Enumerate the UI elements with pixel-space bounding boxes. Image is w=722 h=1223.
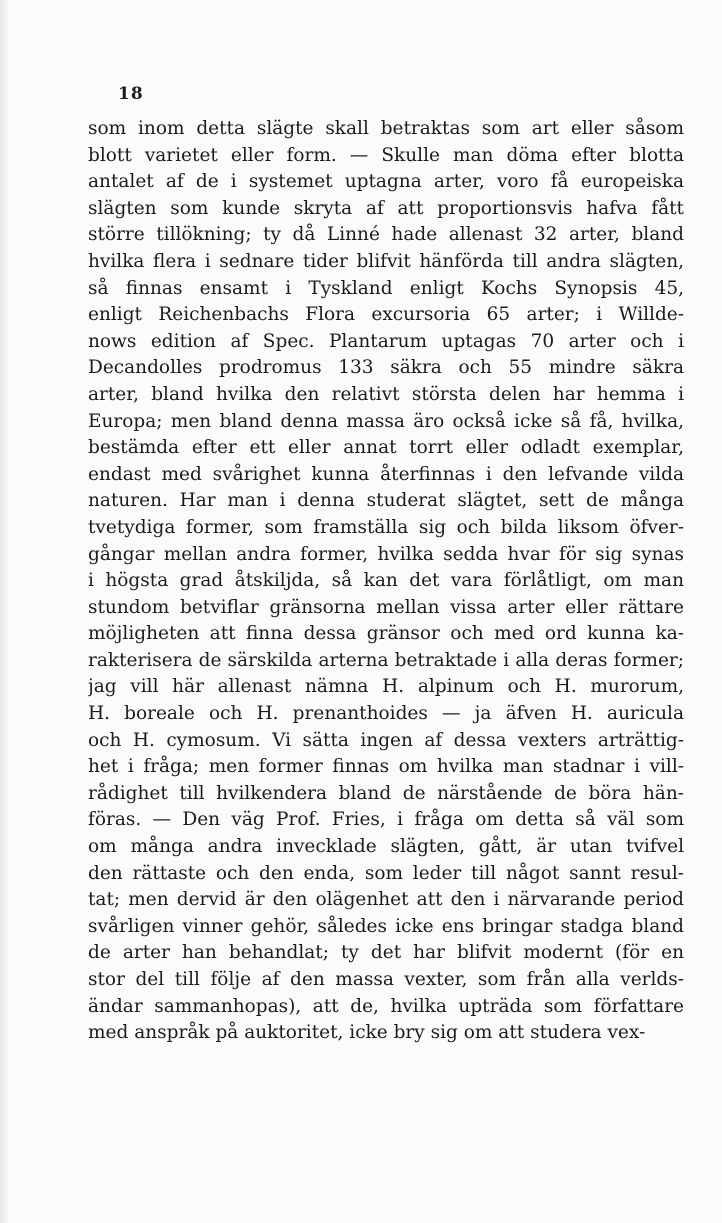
text-line: endast med svårighet kunna återfinnas i den lefvande vilda <box>88 463 684 485</box>
text-line: så finnas ensamt i Tyskland enligt Kochs Synopsis 45, <box>88 277 684 299</box>
text-line: hvilka flera i sednare tider blifvit hänförda till andra slägten, <box>88 250 684 272</box>
page-number: 18 <box>118 84 144 104</box>
text-line: het i fråga; men former finnas om hvilka man stadnar i vill- <box>88 756 684 778</box>
text-line: Europa; men bland denna massa äro också icke så få, hvilka, <box>88 410 684 432</box>
text-line: rakterisera de särskilda arterna betraktade i alla deras former; <box>88 649 684 671</box>
text-line: med anspråk på auktoritet, icke bry sig om att studera vex- <box>88 1022 646 1044</box>
text-line: naturen. Har man i denna studerat slägtet, sett de många <box>88 490 684 512</box>
text-line: stundom betviflar gränsorna mellan vissa arter eller rättare <box>88 596 684 618</box>
text-line: rådighet till hvilkendera bland de närstående de böra hän- <box>88 782 684 804</box>
text-line: och H. cymosum. Vi sätta ingen af dessa vexters arträttig- <box>88 729 684 751</box>
text-line: de arter han behandlat; ty det har blifvit modernt (för en <box>88 942 684 964</box>
text-line: i högsta grad åtskiljda, så kan det vara förlåtligt, om man <box>88 570 684 592</box>
text-line: H. boreale och H. prenanthoides — ja äfven H. auricula <box>88 703 684 725</box>
text-line: större tillökning; ty då Linné hade allenast 32 arter, bland <box>88 224 684 246</box>
text-line: Decandolles prodromus 133 säkra och 55 mindre säkra <box>88 357 684 379</box>
text-line: som inom detta slägte skall betraktas som art eller såsom <box>88 118 684 139</box>
text-line: slägten som kunde skryta af att proportionsvis hafva fått <box>88 197 684 219</box>
text-line: blott varietet eller form. — Skulle man döma efter blotta <box>88 144 684 166</box>
text-line: jag vill här allenast nämna H. alpinum och H. murorum, <box>88 676 684 698</box>
text-line: föras. — Den väg Prof. Fries, i fråga om detta så väl som <box>88 809 684 831</box>
text-line: tat; men dervid är den olägenhet att den i närvarande period <box>88 889 684 911</box>
text-line: om många andra invecklade slägten, gått, är utan tvifvel <box>88 836 684 858</box>
text-line: enligt Reichenbachs Flora excursoria 65 arter; i Willde- <box>88 304 684 326</box>
page-edge-shadow <box>0 0 10 1223</box>
text-line: antalet af de i systemet uptagna arter, voro få europeiska <box>88 171 684 193</box>
text-line: den rättaste och den enda, som leder till något sannt resul- <box>88 862 684 884</box>
text-line: ändar sammanhopas), att de, hvilka upträda som författare <box>88 995 684 1017</box>
text-line: arter, bland hvilka den relativt största delen har hemma i <box>88 383 684 405</box>
text-line: gångar mellan andra former, hvilka sedda hvar för sig synas <box>88 543 684 565</box>
text-line: svårligen vinner gehör, således icke ens bringar stadga bland <box>88 915 684 937</box>
body-text <box>88 116 684 1047</box>
text-line: tvetydiga former, som framställa sig och bilda liksom öfver- <box>88 516 684 538</box>
text-line: bestämda efter ett eller annat torrt eller odladt exemplar, <box>88 437 684 459</box>
text-line: möjligheten att finna dessa gränsor och med ord kunna ka- <box>88 623 684 645</box>
text-line: stor del till följe af den massa vexter, som från alla verlds- <box>88 969 684 990</box>
text-line: nows edition af Spec. Plantarum uptagas 70 arter och i <box>88 330 684 352</box>
